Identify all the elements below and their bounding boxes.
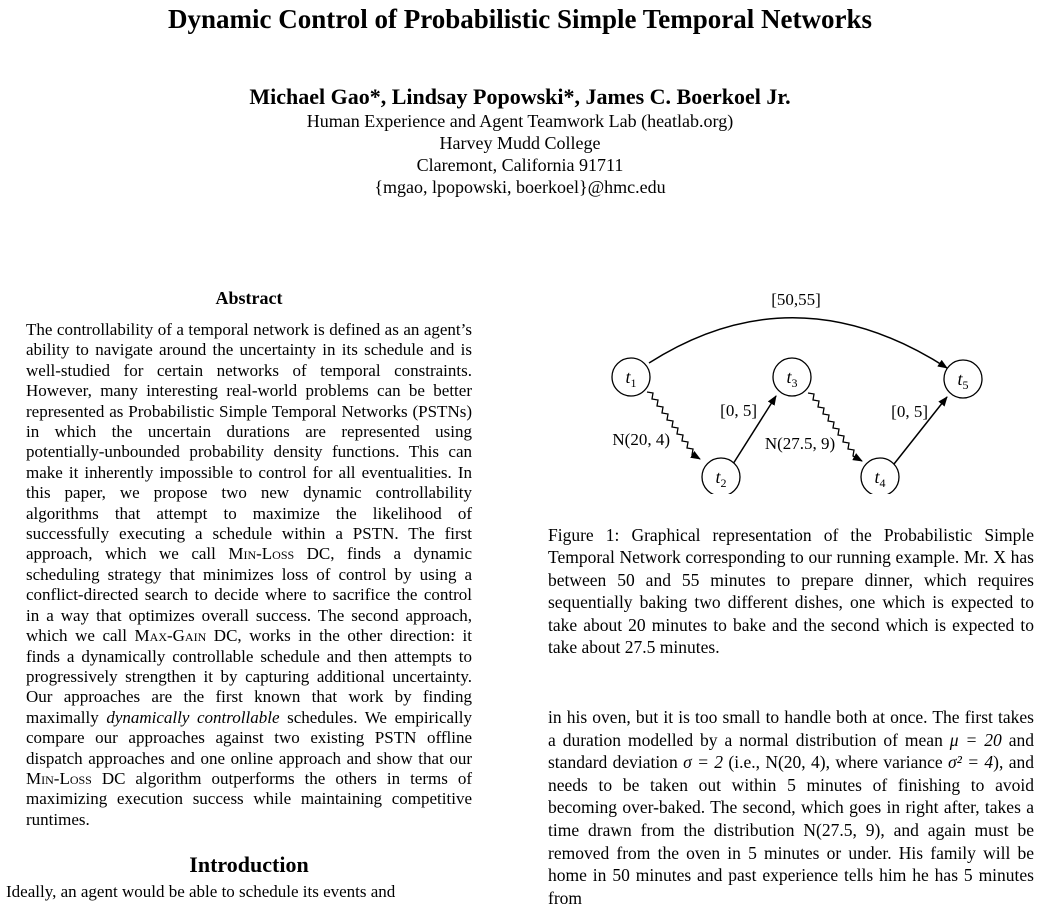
node-t5 — [944, 360, 982, 398]
affiliation-lab: Human Experience and Agent Teamwork Lab (heatlab.org) — [306, 111, 734, 131]
affiliation-emails: {mgao, lpopowski, boerkoel}@hmc.edu — [374, 177, 666, 197]
label-t2-t3: [0, 5] — [720, 401, 757, 420]
label-t1-t2: N(20, 4) — [612, 430, 670, 449]
body-text-right: in his oven, but it is too small to handle both at once. The first takes a duration modelled by a normal distribution of mean μ = 20 and standard deviation σ = 2 (i.e., N(20, 4), where variance σ² = 4), and needs to be taken out within 5 minutes of finishing to avoid becoming over-baked. The second, which goes in right after, takes a time drawn from the distribution N(27.5, 9), and again must be removed from the oven in 5 minutes or under. His family will be home in 50 minutes and past experience tells him he has 5 minutes from — [548, 707, 1034, 908]
svg-text:t3: $t_3$ — [786, 367, 798, 390]
author-list: Michael Gao*, Lindsay Popowski*, James C. Boerkoel Jr. — [249, 84, 791, 109]
svg-text:t5: $t_5$ — [957, 369, 969, 392]
label-t4-t5: [0, 5] — [891, 402, 928, 421]
introduction-heading: Introduction — [189, 852, 309, 877]
method-name: Max-Gain DC — [134, 626, 238, 646]
figure-caption: Figure 1: Graphical representation of the Probabilistic Simple Temporal Network corresponding to our running example. Mr. X has between 50 and 55 minutes to prepare dinner, which requires sequentially baking two different dishes, one which is expected to take about 20 minutes to bake and the second which is expected to take about 27.5 minutes. — [548, 525, 1034, 658]
node-t2 — [702, 458, 740, 494]
label-t1-t5: [50,55] — [771, 290, 821, 309]
svg-text:t4: $t_4$ — [874, 467, 886, 490]
method-name: Min-Loss DC — [228, 544, 331, 564]
node-t1 — [612, 358, 650, 396]
math-sigma: σ = 2 — [683, 752, 724, 773]
math-variance: σ² = 4 — [948, 752, 994, 773]
label-t3-t4: N(27.5, 9) — [764, 434, 836, 453]
abstract-body: The controllability of a temporal network is defined as an agent’s ability to navigate around the uncertainty in its schedule and is well-studied for certain networks of temporal constraints. However, many interesting real-world problems can be better represented as Probabilistic Simple Temporal Networks (PSTNs) in which the uncertain durations are represented using potentially-unbounded probability density functions. This can make it inherently impossible to control for all eventualities. In this paper, we propose two new dynamic controllability algorithms that attempt to maximize the likelihood of successfully executing a schedule within a PSTN. The first approach, which we call Min-Loss DC, finds a dynamic scheduling strategy that minimizes loss of control by using a conflict-directed search to decide where to sacrifice the control in a way that optimizes overall success. The second approach, which we call Max-Gain DC, works in the other direction: it finds a dynamically controllable schedule and then attempts to progressively strengthen it by capturing additional uncertainty. Our approaches are the first known that work by finding maximally dynamically controllable schedules. We empirically compare our approaches against two existing PSTN offline dispatch approaches and one online approach and show that our Min-Loss DC algorithm outperforms the others in terms of maximizing execution success while maintaining competitive runtimes. — [26, 320, 472, 829]
node-t3 — [773, 358, 811, 396]
abstract-heading: Abstract — [215, 288, 283, 308]
math-mu: μ = 20 — [949, 729, 1002, 750]
pstn-figure — [540, 282, 1020, 494]
svg-text:t1: $t_1$ — [625, 367, 637, 390]
affiliation-college: Harvey Mudd College — [439, 133, 601, 153]
affiliation-address: Claremont, California 91711 — [416, 155, 624, 175]
emphasis-text: dynamically controllable — [106, 707, 280, 727]
svg-text:t2: $t_2$ — [715, 467, 727, 490]
introduction-text: Ideally, an agent would be able to schedule its events and — [6, 882, 396, 901]
method-name: Min-Loss DC — [26, 768, 126, 788]
node-t4 — [861, 458, 899, 494]
paper-title: Dynamic Control of Probabilistic Simple Temporal Networks — [167, 4, 872, 34]
